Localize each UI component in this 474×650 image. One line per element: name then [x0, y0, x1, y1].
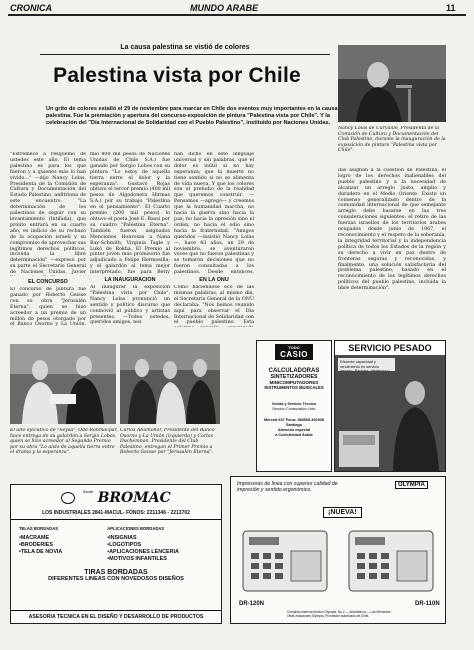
bromac-tagline-1: TIRAS BORDADAS [84, 569, 148, 576]
article-lead: Un grito de colores estalló el 29 de noviembre para marcar en Chile dos eventos muy importantes en la causa palestina. Fue la premiación y apertura del concurso-exposición de pintura "Palestina vista por Chile". Y la celebración del "Día Internacional de Solidaridad con el Pueblo Palestino", instituido por Naciones Unidas. [46, 106, 338, 126]
casio-sub-2: Servicio Comercializo Ltda. [272, 407, 316, 411]
casio-line-1: CALCULADORAS [268, 368, 320, 374]
column-1-text: "Estremece a resquemo de ustedes este año. El tema palestino es para los que fueron y a quienes más lo han vivido..." —dijo Nancy Lolas, Presidenta de la Comisión de Cultura y Documentación del Estado Palestino, anfitriona de este encuentro. "La determinación de los palestinos de seguir con su levantamiento (Intifada), que pronto entrará en su cuarto año, es indicio de su rechazo de la ocupación israelí y su compromiso de aprovechar sus legítimos derechos políticos, incluida la libre determinación" —expresó por su parte el Secretario General de Naciones Unidas, Javier [10, 152, 86, 276]
calculator-left-image [237, 523, 333, 599]
casio-address-3: Atención especial [277, 428, 311, 432]
casio-ad [256, 340, 332, 472]
casio-address-1: Merced 637 Fono: 380565-392938 [264, 418, 324, 422]
subhead-onu: EN LA ONU [199, 277, 229, 283]
calc-model-right: DR-110N [415, 601, 440, 607]
servicio-title: SERVICIO PESADO [335, 341, 445, 355]
award-photo-mid [120, 344, 220, 424]
bromac-right-item-4: •MOTIVOS INFANTILES [107, 556, 167, 562]
casio-sub-1: Ventas y Servicio Técnico [271, 402, 317, 406]
header-center: MUNDO ARABE [190, 3, 259, 13]
servicio-body: Eficiente capacidad y rendimiento en servicio [338, 358, 395, 380]
column-3b-text: Como haciéndose eco de las mismas palabras, al mismo día, el Secretario General de la ONU declaraba: "Nos hemos reunido aquí para observar el Día Internacional de Solidaridad con el pueblo palestino. Esta [174, 285, 254, 326]
column-2b-text: Al inaugurar la exposición "Palestina vista por Chile", Nancy Lolas pronunció un sentido y político discurso que conmovió al público y artistas presentes. —Todos ustedes, queridos amigos, nos [90, 285, 170, 326]
calc-brand: OLYMPIA [395, 481, 428, 489]
bromac-right-title: APLICACIONES BORDADAS [107, 526, 165, 531]
bromac-right-item-2: •LOGOTIPOS [107, 542, 142, 548]
casio-address-4: a Colectividad Árabe [275, 433, 313, 437]
bromac-right-item-3: •APLICACIONES LENCERIA [107, 549, 179, 555]
column-3 [174, 152, 254, 342]
bromac-tagline-2: DIFERENTES LINEAS CON NOVEDOSOS DISEÑOS [48, 576, 184, 582]
bromac-address: LOS INDUSTRIALES 2841-MACUL- FONOS: 2211346 - 2213702 [11, 510, 221, 520]
section-name: CRONICA [10, 3, 52, 13]
casio-brand-box [275, 344, 313, 360]
bromac-right-item-1: •INSIGNIAS [107, 535, 137, 541]
subhead-concurso: EL CONCURSO [28, 279, 68, 285]
bromac-left-item-2: •BRODERIES [19, 542, 53, 548]
article-headline: Palestina vista por Chile [53, 64, 301, 87]
column-2-text: mio 800 mil pesos de Naciones Unidas de Chile S.A.) fue ganado por Sergio Lobos con su pintura "Lo estoy de aquella tierra entre el dolor y la esperanza". Gustavo Rojas obtuvo el tercer premio (400 mil pesos de Algodonera Hirmas S.A.) por su trabajo "Palestina en el pensamiento". El Cuarto premio (200 mil pesos) lo obtuvo el poeta José E. Bassi por su cuadro "Palestina Eterna". También fueron asignados Menciones Honrosas a Nana Bay-Schmith, Virginia Tagle y Lukó de Rokha. El Premio al pintor joven más promisorio fue adjudicado a Felipe Hermosilla; y el galardón al tema mejor interpretado, fue para Betty [90, 152, 170, 274]
column-1 [10, 152, 86, 342]
column-3-text: han dicho en este lenguaje universal y sin palabras, qué el dolor es inútil si no hay esperanza; que la muerte no tiene sentido si no se alimenta de vida nueva. Y que los colores son el preludio de la realidad que queremos construir. —Pensamos —agregó— y creemos que la humanidad marcha, no hacia la guerra sino hacia la paz; no hacia la opresión sino el orden, no hacia el odio sino hacia la fraternidad. "Amigos queridos —insistió Nancy Lolas—, hace 43 años, un 29 de noviembre, se aventuraron voces que no fueron palestinas y se tomaron decisiones que no fueron consultadas a los palestinos. Desde entonces, [174, 152, 254, 274]
award-photo-left-caption: El alto ejecutivo de "Seysa", Ode Rahmacpar, hace entrega de su galardón a Sergio Lobos, quien se hizo acreedor al Segundo Premio por su obra "Lo aislo de aquella tierra entre el drama y la esperanza". [10, 428, 118, 456]
article-kicker: La causa palestina se vistió de colores [120, 44, 250, 51]
speaker-photo-caption: Nancy Lolas de Curvaille, Presidenta de la Comisión de Cultura y Documentación del Club Palestino, durante la inauguración de la exposición de pintura "Palestina vista por Chile". [338, 126, 446, 154]
subhead-inauguracion: LA INAUGURACION [104, 277, 156, 283]
casio-brand-top: TODO [288, 345, 300, 350]
calculator-right-image [343, 523, 439, 599]
award-photo-mid-caption: Carlos Abumohor, Presidente del Banco Osorno y La Unión (izquierda) y Carlos Duchemnan, Presidente del Club Palestino, entregan el Primer Premio a Roberto Geisse por "Jerusalén Eterna". [120, 428, 215, 456]
bromac-left-item-3: •TELA DE NOVIA [19, 549, 63, 555]
bromac-left-title: TELAS BORDADAS [19, 526, 59, 531]
calculators-ad [230, 476, 446, 624]
casio-address-2: Santiago [285, 423, 303, 427]
casio-brand: CASIO [280, 350, 308, 359]
column-1b-text: El concurso de pintura fue ganado por Roberto Geisse con su obra "Jerusalén Eterna", quien se hizo acreedor a un premio de un millón de pesos otorgado por el Banco Osorno y La Unión. [10, 287, 86, 327]
bromac-logo-icon [61, 492, 75, 504]
calc-model-left: DR-120N [239, 601, 265, 607]
bromac-brand: BROMAC [97, 490, 171, 506]
award-photo-left [10, 344, 116, 424]
calc-headline: Impresoras de linea con superior calidad de impresión y sentido ergonómico. [237, 481, 338, 494]
servicio-pesado-ad [334, 340, 446, 472]
bromac-footer: ASESORIA TECNICA EN EL DISEÑO Y DESARROLLO DE PRODUCTOS [11, 610, 221, 623]
kicker-rule [40, 54, 330, 55]
bromac-ad [10, 484, 222, 624]
casio-line-3: MINICOMPUTADORES [269, 380, 319, 385]
column-4-text: das asignan a la cuestión de Palestina, el logro de los derechos inalienables del pueblo palestino y a la necesidad de alcanzar un arreglo justo, amplio y duradero en el Medio Oriente. Existe un consenso generalizado dentro de la comunidad internacional de que semejante arreglo debe basarse en las tres consideraciones siguientes: el retiro de las fuerzas israelíes de los territorios árabes ocupados desde junio de 1967, el reconocimiento y el respeto de la soberanía, la integridad territorial y la independencia política de todos los Estados de la región y su derecho a vivir en paz dentro de fronteras seguras y reconocidas, y finalmente, una solución satisfactoria del problema palestino, basado en el reconocimiento de los legítimos derechos políticos del pueblo palestino, incluida la libre determinación". [338, 168, 446, 292]
column-2 [90, 152, 170, 342]
speaker-photo [338, 45, 446, 122]
servicio-photo [335, 371, 446, 471]
page-number: 11 [446, 3, 456, 13]
casio-line-4: INSTRUMENTOS MUSICALES [264, 385, 324, 390]
calc-fine-print: Completo sistema técnico Olympia. No 2 — Antofabrica — Las Mercedes. Otras estaciones Olympia. Proveedor autorizado de Chile. [287, 610, 392, 618]
casio-line-2: SINTETIZADORES [270, 374, 318, 380]
calc-badge: ¡NUEVA! [323, 507, 362, 518]
header-rule [8, 14, 466, 16]
bromac-prefix: Santé [82, 489, 94, 494]
bromac-left-item-1: •MACRAME [19, 535, 50, 541]
